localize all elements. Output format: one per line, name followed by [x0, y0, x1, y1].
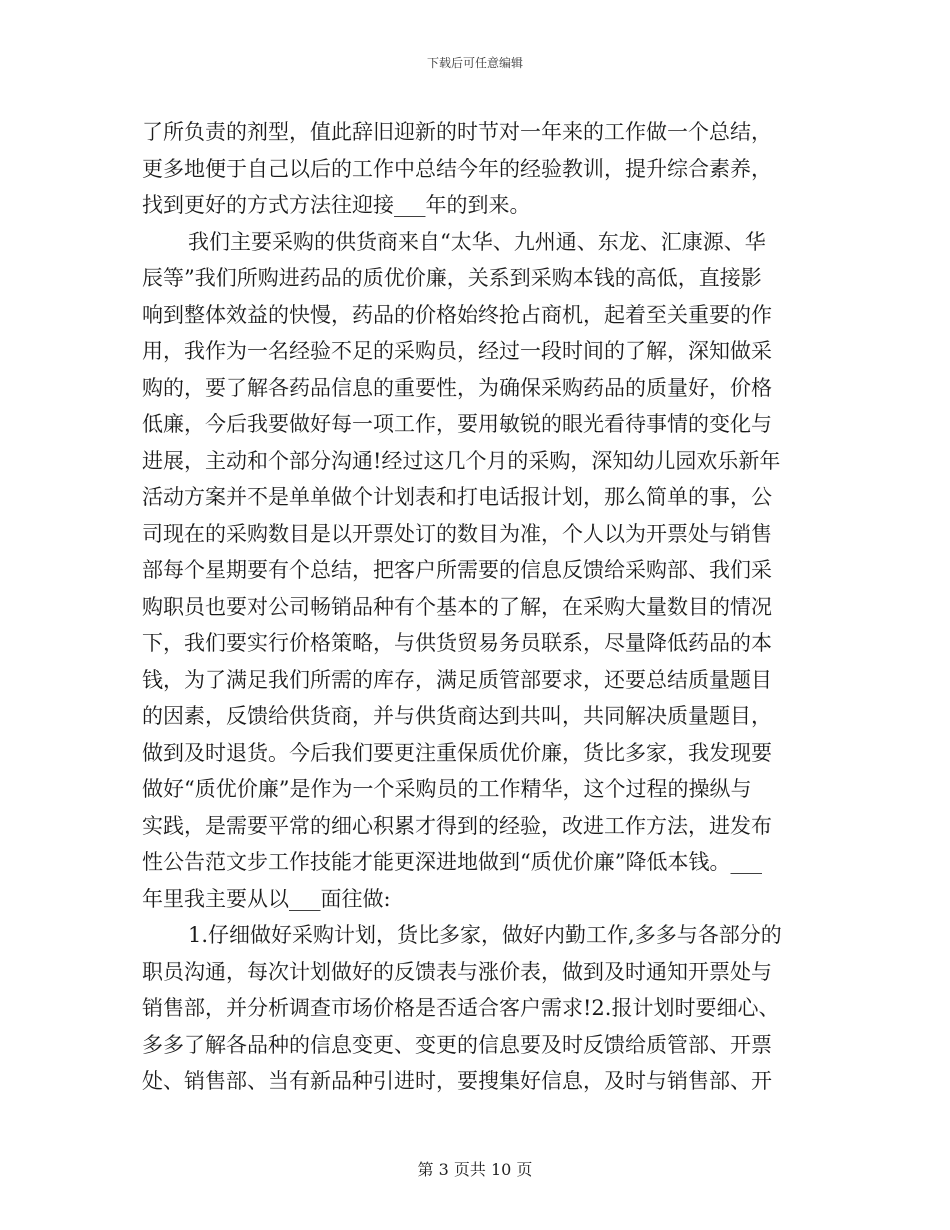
- document-body: [142, 114, 810, 1100]
- text-line: 了所负责的剂型，值此辞旧迎新的时节对一年来的工作做一个总结，: [142, 120, 772, 144]
- text-line: 更多地便于自己以后的工作中总结今年的经验教训，提升综合素养，: [142, 156, 772, 181]
- text-line: 职员沟通，每次计划做好的反馈表与涨价表，做到及时通知开票处与: [142, 959, 772, 984]
- page-header: 下载后可任意编辑: [426, 56, 523, 70]
- text-line: 辰等”我们所购进药品的质优价廉，关系到采购本钱的高低，直接影: [142, 266, 762, 290]
- text-line: 钱，为了满足我们所需的库存，满足质管部要求，还要总结质量题目: [142, 667, 772, 692]
- text-line: 多多了解各品种的信息变更、变更的信息要及时反馈给质管部、开票: [142, 1032, 772, 1057]
- text-line: 用，我作为一名经验不足的采购员，经过一段时间的了解，深知做采: [142, 339, 772, 363]
- text-line: 购职员也要对公司畅销品种有个基本的了解，在采购大量数目的情况: [142, 594, 772, 619]
- text-line: 的因素，反馈给供货商，并与供货商达到共叫，共同解决质量题目，: [142, 704, 772, 728]
- text-line: 购的，要了解各药品信息的重要性，为确保采购药品的质量好，价格: [142, 375, 772, 400]
- text-line: 做好“质优价廉”是作为一个采购员的工作精华，这个过程的操纵与: [142, 777, 752, 801]
- paragraph-start-line: 我们主要采购的供货商来自“太华、九州通、东龙、汇康源、华: [188, 229, 766, 254]
- text-line: 做到及时退货。今后我们要更注重保质优价廉，货比多家，我发现要: [142, 740, 772, 765]
- text-line: 下，我们要实行价格策略，与供货贸易务员联系，尽量降低药品的本: [142, 631, 772, 655]
- paragraph-start-line: 1.仔细做好采购计划，货比多家，做好内勤工作,多多与各部分的: [188, 923, 782, 947]
- text-line: 处、销售部、当有新品种引进时，要搜集好信息，及时与销售部、开: [142, 1069, 772, 1093]
- text-line: 活动方案并不是单单做个计划表和打电话报计划，那么简单的事，公: [142, 485, 772, 509]
- text-line: 找到更好的方式方法往迎接___年的到来。: [142, 193, 531, 217]
- text-line: 年里我主要从以___面往做:: [142, 886, 391, 911]
- text-line: 低廉，今后我要做好每一项工作，要用敏锐的眼光看待事情的变化与: [142, 412, 772, 436]
- text-line: 销售部，并分析调查市场价格是否适合客户需求!2.报计划时要细心、: [142, 996, 780, 1020]
- text-line: 实践，是需要平常的细心积累才得到的经验，改进工作方法，进发布: [142, 813, 772, 838]
- text-line: 部每个星期要有个总结，把客户所需要的信息反馈给采购部、我们采: [142, 558, 772, 582]
- text-line: 进展，主动和个部分沟通!经过这几个月的采购，深知幼儿园欢乐新年: [142, 448, 781, 473]
- page-number: 第 3 页共 10 页: [417, 1160, 533, 1179]
- text-line: 性公告范文步工作技能才能更深进地做到“质优价廉”降低本钱。___: [142, 850, 762, 874]
- text-line: 响到整体效益的快慢，药品的价格始终抢占商机，起着至关重要的作: [142, 302, 772, 327]
- text-line: 司现在的采购数目是以开票处订的数目为准，个人以为开票处与销售: [142, 521, 772, 546]
